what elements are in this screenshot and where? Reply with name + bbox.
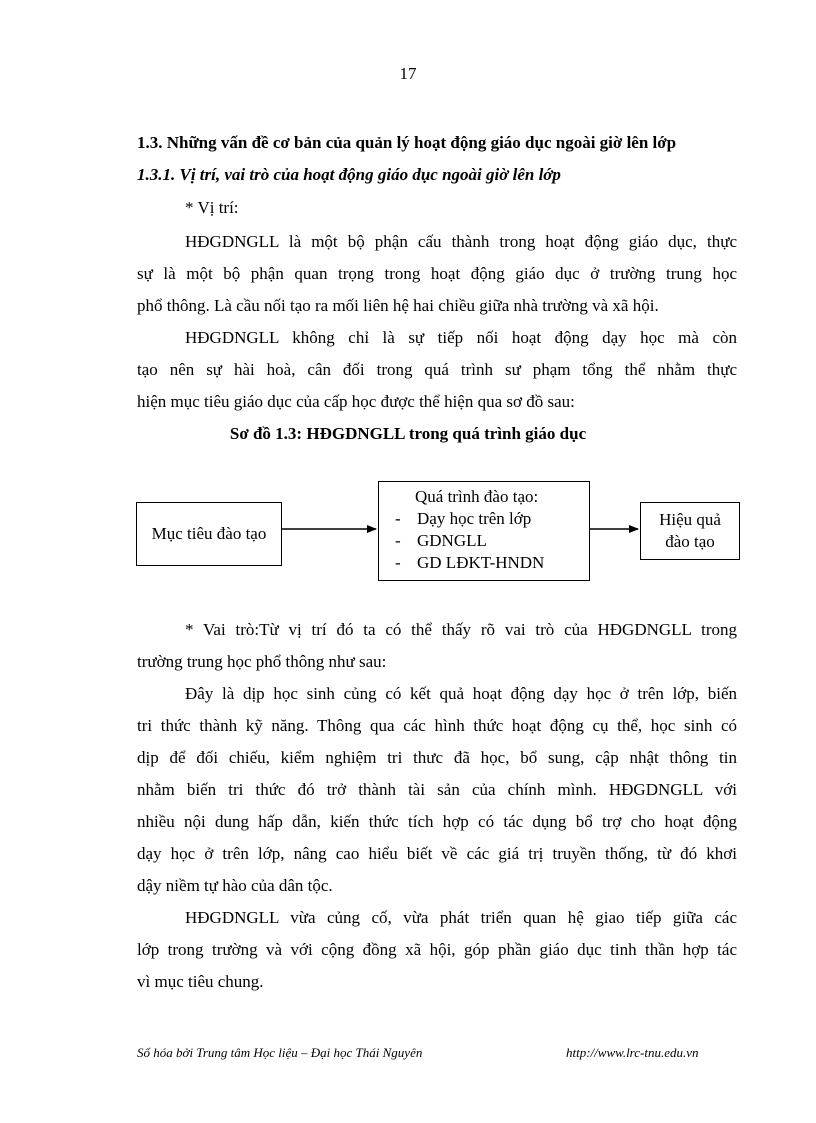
page-number: 17 xyxy=(399,64,417,83)
goal-box-label: Mục tiêu đào tạo xyxy=(151,524,267,543)
position-label: * Vị trí: xyxy=(185,198,239,217)
result-box-line: Hiệu quả xyxy=(659,510,721,529)
paragraph-line: vì mục tiêu chung. xyxy=(137,972,264,991)
process-box-item: - GD LĐKT-HNDN xyxy=(395,553,545,572)
paragraph-line: Đây là dịp học sinh củng có kết quả hoạt động dạy học ở trên lớp, biến xyxy=(185,684,737,703)
process-box-item: - GDNGLL xyxy=(395,531,487,550)
footer-url[interactable]: http://www.lrc-tnu.edu.vn xyxy=(566,1045,699,1060)
footer-source: Số hóa bởi Trung tâm Học liệu – Đại học Thái Nguyên xyxy=(137,1045,423,1060)
paragraph-line: phổ thông. Là cầu nối tạo ra mối liên hệ hai chiều giữa nhà trường và xã hội. xyxy=(137,296,659,315)
diagram-caption: Sơ đồ 1.3: HĐGDNGLL trong quá trình giáo dục xyxy=(229,424,587,443)
process-box xyxy=(378,481,590,581)
paragraph-line: sự là một bộ phận quan trọng trong hoạt động giáo dục ở trường trung học xyxy=(137,264,737,283)
paragraph-line: dạy học ở trên lớp, nâng cao hiểu biết về các giá trị truyền thống, từ đó khơi xyxy=(137,844,737,863)
paragraph-line: dậy niềm tự hào của dân tộc. xyxy=(137,876,333,895)
paragraph-line: trường trung học phổ thông như sau: xyxy=(137,652,387,671)
result-box xyxy=(640,502,740,560)
result-box-line: đào tạo xyxy=(665,532,715,551)
subsection-heading: 1.3.1. Vị trí, vai trò của hoạt động giáo dục ngoài giờ lên lớp xyxy=(137,165,561,184)
paragraph-line: hiện mục tiêu giáo dục của cấp học được thể hiện qua sơ đồ sau: xyxy=(137,392,575,411)
paragraph-line: tạo nên sự hài hoà, cân đối trong quá trình sư phạm tổng thể nhằm thực xyxy=(137,360,737,379)
paragraph-line: HĐGDNGLL vừa củng cố, vừa phát triển quan hệ giao tiếp giữa các xyxy=(185,908,737,927)
paragraph-line: HĐGDNGLL là một bộ phận cấu thành trong hoạt động giáo dục, thực xyxy=(185,232,737,251)
paragraph-line: HĐGDNGLL không chỉ là sự tiếp nối hoạt động dạy học mà còn xyxy=(185,328,737,347)
paragraph-line: tri thức thành kỹ năng. Thông qua các hình thức hoạt động cụ thể, học sinh có xyxy=(137,716,737,735)
paragraph-line: nhằm biến tri thức đó trở thành tài sản của chính mình. HĐGDNGLL với xyxy=(137,780,737,799)
paragraph-line: nhiều nội dung hấp dẫn, kiến thức tích hợp có tác dụng bổ trợ cho hoạt động xyxy=(137,812,737,831)
paragraph-line: dịp để đối chiếu, kiểm nghiệm tri thưc đã học, bổ sung, cập nhật thông tin xyxy=(137,748,737,767)
paragraph-line: lớp trong trường và với cộng đồng xã hội, góp phần giáo dục tinh thần hợp tác xyxy=(137,940,737,959)
process-box-item: - Dạy học trên lớp xyxy=(395,509,532,528)
section-heading: 1.3. Những vấn đề cơ bản của quản lý hoạt động giáo dục ngoài giờ lên lớp xyxy=(137,133,677,152)
process-box-title: Quá trình đào tạo: xyxy=(415,487,539,506)
paragraph-line: * Vai trò:Từ vị trí đó ta có thể thấy rõ vai trò của HĐGDNGLL trong xyxy=(185,620,737,639)
